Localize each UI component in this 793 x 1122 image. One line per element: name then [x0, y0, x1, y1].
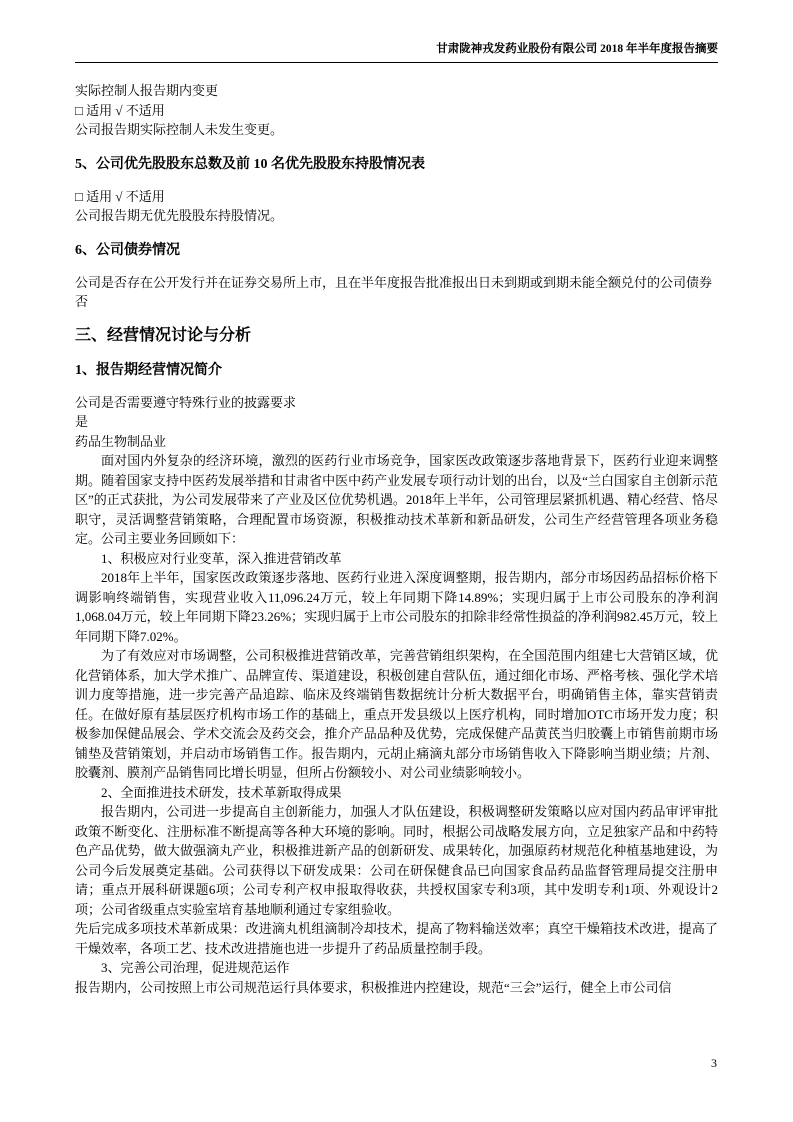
paragraph: 先后完成多项技术革新成果：改进滴丸机组滴制冷却技术，提高了物料输送效率；真空干燥箱技术改进，提高了干燥效率，各项工艺、技术改进措施也进一步提升了药品质量控制手段。 [75, 921, 718, 956]
paragraph: 公司是否存在公开发行并在证券交易所上市，且在半年度报告批准报出日未到期或到期未能全额兑付的公司债券 [75, 274, 713, 290]
paragraph: 2、全面推进技术研发，技术革新取得成果 [101, 784, 342, 800]
section-heading: 三、经营情况讨论与分析 [75, 326, 252, 344]
section-heading: 5、公司优先股股东总数及前 10 名优先股股东持股情况表 [75, 156, 425, 172]
paragraph: 否 [75, 294, 89, 309]
paragraph: 公司报告期实际控制人未发生变更。 [75, 122, 284, 137]
document-body [75, 81, 718, 997]
paragraph: 1、积极应对行业变革，深入推进营销改革 [101, 550, 342, 566]
paragraph: □ 适用 √ 不适用 [75, 102, 165, 118]
paragraph: 为了有效应对市场调整，公司积极推进营销改革，完善营销组织架构，在全国范围内组建七大营销区域，优化营销体系，加大学术推广、品牌宣传、渠道建设，积极创建自营队伍，通过细化市场、严格考核、强化学术培训力度等措施，进一步完善产品追踪、临床及终端销售数据统计分析大数据平台，明确销售主体，靠实营销责任。在做好原有基层医疗机构市场工作的基础上，重点开发县级以上医疗机构，同时增加OTC市场开发力度；积极参加保健品展会、学术交流会及药交会，推介产品品种及优势，完成保健产品黄芪当归胶囊上市销售前期市场铺垫及营销策划，并启动市场销售工作。报告期内，元胡止痛滴丸部分市场销售收入下降影响当期业绩；片剂、胶囊剂、膜剂产品销售同比增长明显，但所占份额较小、对公司业绩影响较小。 [75, 648, 718, 780]
page-number: 3 [711, 1056, 717, 1070]
report-header-title: 甘肃陇神戎发药业股份有限公司 2018 年半年度报告摘要 [436, 43, 718, 55]
paragraph: □ 适用 √ 不适用 [75, 188, 165, 204]
paragraph: 公司是否需要遵守特殊行业的披露要求 [75, 394, 297, 410]
paragraph: 药品生物制品业 [75, 433, 167, 449]
paragraph: 报告期内，公司按照上市公司规范运行具体要求，积极推进内控建设，规范“三会”运行，健全上市公司信 [75, 979, 672, 995]
paragraph: 实际控制人报告期内变更 [75, 83, 219, 98]
paragraph: 公司报告期无优先股股东持股情况。 [75, 208, 284, 223]
section-heading: 6、公司债券情况 [75, 242, 180, 258]
paragraph: 报告期内，公司进一步提高自主创新能力，加强人才队伍建设，积极调整研发策略以应对国内药品审评审批政策不断变化、注册标准不断提高等各种大环境的影响。同时，根据公司战略发展方向，立足独家产品和中药特色产品优势，做大做强滴丸产业，积极推进新产品的创新研发、成果转化，加强原药材规范化种植基地建设，为公司今后发展奠定基础。公司获得以下研发成果：公司在研保健食品已向国家食品药品监督管理局提交注册申请；重点开展科研课题6项；公司专利产权申报取得收获，共授权国家专利3项，其中发明专利1项、外观设计2项；公司省级重点实验室培育基地顺利通过专家组验收。 [75, 804, 718, 917]
paragraph: 3、完善公司治理，促进规范运作 [101, 960, 290, 975]
paragraph: 2018年上半年，国家医改政策逐步落地、医药行业进入深度调整期，报告期内，部分市场因药品招标价格下调影响终端销售，实现营业收入11,096.24万元，较上年同期下降14.89%；实现归属于上市公司股东的净利润1,068.04万元，较上年同期下降23.26%；实现归属于上市公司股东的扣除非经常性损益的净利润982.45万元，较上年同期下降7.02%。 [75, 570, 718, 644]
paragraph: 面对国内外复杂的经济环境，激烈的医药行业市场竞争，国家医改政策逐步落地背景下，医药行业迎来调整期。随着国家支持中医药发展举措和甘肃省中医中药产业发展专项行动计划的出台，以及“兰白国家自主创新示范区”的正式获批，为公司发展带来了产业及区位优势机遇。2018年上半年，公司管理层紧抓机遇、精心经营、恪尽职守，灵活调整营销策略，合理配置市场资源，积极推动技术革新和新品研发，公司生产经营管理各项业务稳定。公司主要业务回顾如下： [75, 453, 718, 546]
section-heading: 1、报告期经营情况简介 [75, 362, 222, 378]
page-header [75, 0, 718, 63]
paragraph: 是 [75, 414, 89, 429]
